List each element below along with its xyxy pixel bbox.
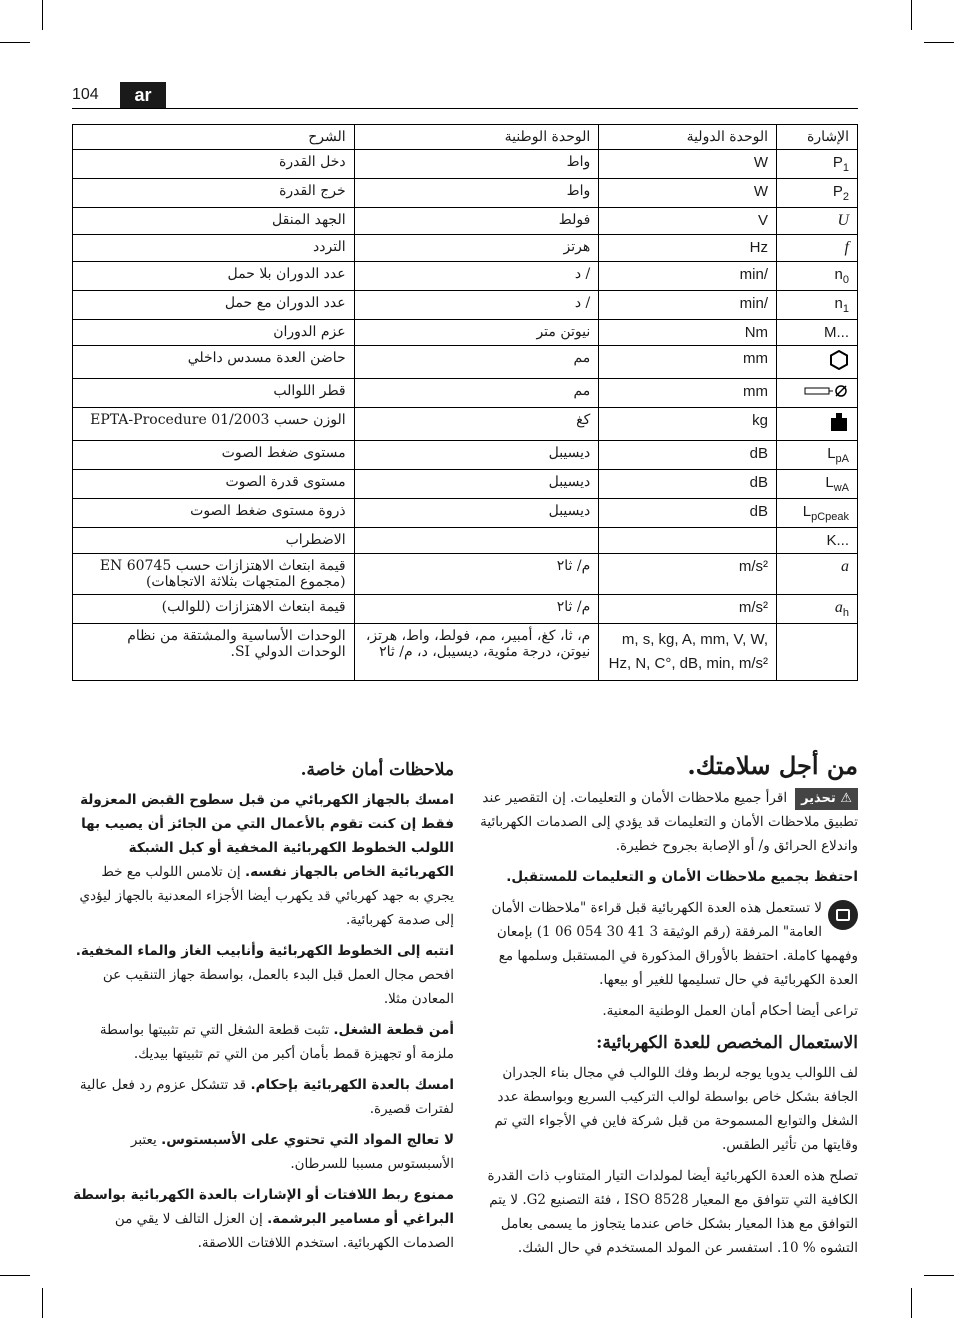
warning-triangle-icon: ⚠ [835,791,852,806]
cell-unit-national: ديسيبل [354,470,599,499]
symbol-text: n [834,295,843,312]
symbol-text: L [825,474,834,491]
cell-unit-national: نيوتن متر [354,320,599,346]
cell-unit-intl: dB [599,470,777,499]
intended-use-paragraph-2: تصلح هذه العدة الكهربائية أيضا لمولدات التيار المتناوب ذات القدرة الكافية التي تتوافق مع المعيار ISO 8528 ، فئة التصنيع G2. لا يتم التوافق مع هذا المعيار بشكل خاص عندما يتجاوز ما يسمى بعامل التشوه % 10. استفسر عن المولد المستخدم في حال الشك. [487,1168,858,1256]
cell-explanation: عدد الدوران مع حمل [73,291,355,320]
special-note [72,1073,454,1121]
cell-unit-national: فولط [354,208,599,235]
cell-explanation: قيمة ابتعاث الاهتزازات حسب EN 60745 (مجموع المتجهات بثلاثة الاتجاهات) [73,554,355,595]
cell-unit-intl: dB [599,441,777,470]
keep-text: لا تستعمل هذه العدة الكهربائية قبل قراءة "ملاحظات الأمان العامة" المرفقة (رقم الوثيقة 3 41 30 054 06 1) بإمعان وفهمها كاملة. احتفظ بالأوراق المذكورة في المستقبل وسلمها مع العدة الكهربائية في حال تسليمها للغير أو بيعها. [491,900,858,988]
cell-explanation: قطر اللوالب [73,379,355,408]
cell-symbol [777,554,858,595]
cell-unit-national: واط [354,179,599,208]
crop-mark [0,42,30,43]
cell-unit-intl: W [599,150,777,179]
cell-unit-intl: Nm [599,320,777,346]
special-note-text: يعتبر الأسبستوس مسببا للسرطان. [130,1132,454,1172]
symbol-subscript: pCpeak [811,511,849,523]
header-unit-intl: الوحدة الدولية [599,125,777,150]
cell-symbol [777,320,858,346]
table-row [73,150,858,179]
cell-unit-intl: m/s² [599,595,777,624]
header-explanation: الشرح [73,125,355,150]
table-row [73,320,858,346]
observe-text: تراعى أيضا أحكام أمان العمل الوطنية المعنية. [602,1003,858,1019]
keep-heading: احتفظ بجميع ملاحظات الأمان و التعليمات للمستقبل. [506,869,858,885]
symbol-text: L [827,445,836,462]
cell-symbol [777,595,858,624]
special-note [72,788,454,932]
cell-unit-national: ديسيبل [354,499,599,528]
symbol-text: U [837,212,849,229]
cell-unit-national: كغ [354,408,599,441]
cell-symbol [777,208,858,235]
cell-unit-intl: mm [599,346,777,379]
warning-badge [795,788,858,810]
page-number: 104 [72,86,99,103]
cell-unit-national: م/ ثا٢ [354,595,599,624]
cell-unit-intl: dB [599,499,777,528]
cell-unit-intl: W [599,179,777,208]
cell-symbol [777,150,858,179]
cell-unit-intl: kg [599,408,777,441]
special-note-text: إن العزل التالف لا يقي من الصدمات الكهربائية. استخدم اللافتات اللاصقة. [114,1211,454,1251]
cell-explanation: قيمة ابتعاث الاهتزازات (للوالب) [73,595,355,624]
symbol-subscript: 1 [842,303,849,315]
warning-badge-label: تحذير [801,791,836,806]
intended-use-heading: الاستعمال المخصص للعدة الكهربائية: [596,1033,858,1053]
spec-table [72,124,858,681]
cell-unit-intl: m/s² [599,554,777,595]
special-note-text: افحص مجال العمل قبل البدء بالعمل، بواسطة جهاز التنقيب عن المعادن مثلا. [102,967,454,1007]
crop-mark [924,42,954,43]
special-note-bold: لا تعالج المواد التي تحتوي على الأسبستوس. [161,1132,454,1148]
table-row [73,528,858,554]
cell-explanation: الاضطراب [73,528,355,554]
table-row [73,441,858,470]
warning-text: اقرأ جميع ملاحظات الأمان و التعليمات. إن التقصير عند تطبيق ملاحظات الأمان و التعليمات قد يؤدي إلى الصدمات الكهربائية واندلاع الحرائق و/ أو الإصابة بجروح خطيرة. [480,790,858,854]
cell-unit-intl [599,528,777,554]
symbol-subscript: 0 [842,274,849,286]
header-unit-national: الوحدة الوطنية [354,125,599,150]
table-row [73,554,858,595]
left-column [72,754,454,1262]
crop-mark [42,1288,43,1318]
cell-explanation: عزم الدوران [73,320,355,346]
cell-symbol [777,262,858,291]
table-row [73,408,858,441]
symbol-subscript: 2 [842,191,849,203]
cell-unit-intl: V [599,208,777,235]
cell-symbol [777,408,858,441]
symbol-subscript: 1 [842,162,849,174]
cell-explanation: خرج القدرة [73,179,355,208]
special-note [72,1183,454,1255]
cell-unit-intl: min/ [599,291,777,320]
special-note [72,1018,454,1066]
table-row [73,624,858,681]
symbol-text: f [844,239,849,256]
special-note-bold: امسك بالجهاز الكهربائي من قبل سطوح القبض المعزولة فقط إن كنت تقوم بالأعمال التي من الجائز أن يصيب بها اللولب الخطوط الكهربائية المخفية أو كبل الشبكة الكهربائية الخاص بالجهاز نفسه. [80,792,454,880]
cell-unit-national [354,528,599,554]
symbol-text: L [802,503,812,520]
weight-icon [829,412,849,432]
cell-symbol [777,499,858,528]
cell-symbol [777,379,858,408]
symbol-text: M... [824,324,849,341]
table-row [73,379,858,408]
table-row [73,179,858,208]
special-note-bold: امسك بالعدة الكهربائية بإحكام. [250,1077,454,1093]
table-row [73,291,858,320]
table-row [73,470,858,499]
special-notes-list [72,788,454,1255]
crop-mark [924,1275,954,1276]
cell-unit-national: م/ ثا٢ [354,554,599,595]
table-row [73,235,858,262]
cell-symbol [777,441,858,470]
cell-explanation: دخل القدرة [73,150,355,179]
cell-unit-intl: Hz [599,235,777,262]
read-manual-icon [828,900,858,930]
language-badge: ar [120,82,166,108]
special-note-text: إن تلامس اللولب مع خط يجري به جهد كهربائي قد يكهرب أيضا الأجزاء المعدنية بالجهاز ليؤدي إلى صدمة كهربائية. [79,864,454,928]
section-title-safety: من أجل سلامتك. [687,751,858,780]
table-row [73,595,858,624]
symbol-subscript: h [842,607,849,619]
cell-unit-national: واط [354,150,599,179]
cell-unit-national: / د [354,262,599,291]
hexagon-icon [829,350,849,370]
special-note [72,939,454,1011]
cell-explanation: مستوى قدرة الصوت [73,470,355,499]
special-note-bold: انتبه إلى الخطوط الكهربائية وأنابيب الغاز والماء المخفية. [75,943,454,959]
cell-symbol [777,291,858,320]
symbol-subscript: wA [833,482,849,494]
special-note-bold: ممنوع ربط اللافتات أو الإشارات بالعدة الكهربائية بواسطة البراغي أو مسامير البرشمة. [73,1187,454,1227]
header-divider [72,108,858,109]
table-header-row [73,125,858,150]
symbol-text: K... [826,532,849,549]
symbol-text: P [832,183,843,200]
keep-paragraph [478,896,858,992]
cell-symbol [777,470,858,499]
intended-use-paragraph-1: لف اللوالب يدويا يوجه لربط وفك اللوالب في مجال بناء الجدران الجافة بشكل خاص بواسطة لوالب التركيب السريع وبواسطة عدد الشغل والتوابع المسموحة من قبل شركة فاين في الأجواء التي تم وقايتها من تأثير الطقس. [494,1065,858,1153]
cell-explanation: حاضن العدة مسدس داخلي [73,346,355,379]
cell-unit-intl: m, s, kg, A, mm, V, W, Hz, N, C°, dB, min, m/s² [599,624,777,681]
symbol-text: a [841,558,849,575]
special-note-text: قد تتشكل عزوم رد فعل عالية لفترات قصيرة. [79,1077,454,1117]
warning-paragraph [478,786,858,858]
symbol-text: a [834,599,843,616]
cell-unit-intl: mm [599,379,777,408]
cell-unit-national: / د [354,291,599,320]
cell-unit-national: م، ثا، كغ، أمبير، مم، فولط، واط، هرتز، نيوتن، درجة مئوية، ديسيبل، د، م/ ثا٢ [354,624,599,681]
drill-diameter-icon [803,383,849,399]
crop-mark [42,0,43,30]
crop-mark [0,1275,30,1276]
symbol-text: n [834,266,843,283]
table-row [73,499,858,528]
table-row [73,346,858,379]
cell-symbol [777,235,858,262]
cell-explanation: الوحدات الأساسية والمشتقة من نظام الوحدات الدولي SI. [73,624,355,681]
symbol-subscript: pA [835,453,849,465]
header-symbol: الإشارة [777,125,858,150]
cell-unit-national: مم [354,379,599,408]
special-note [72,1128,454,1176]
crop-mark [911,0,912,30]
cell-explanation: الجهد المنقل [73,208,355,235]
cell-unit-intl: min/ [599,262,777,291]
symbol-text: P [832,154,843,171]
cell-symbol [777,528,858,554]
cell-unit-national: ديسيبل [354,441,599,470]
special-note-text: تثبت قطعة الشغل التي تم تثبيتها بواسطة ملزمة أو تجهيزة قمط بأمان أكبر من التي تم تثبيتها بيديك. [99,1022,454,1062]
table-row [73,208,858,235]
crop-mark [911,1288,912,1318]
cell-explanation: مستوى ضغط الصوت [73,441,355,470]
table-row [73,262,858,291]
cell-symbol [777,624,858,681]
section-title-special: ملاحظات أمان خاصة. [300,760,454,780]
cell-symbol [777,179,858,208]
cell-unit-national: مم [354,346,599,379]
cell-symbol [777,346,858,379]
special-note-bold: أمن قطعة الشغل. [333,1022,454,1038]
cell-unit-national: هرتز [354,235,599,262]
right-column [478,751,858,1267]
cell-explanation: عدد الدوران بلا حمل [73,262,355,291]
cell-explanation: التردد [73,235,355,262]
cell-explanation: الوزن حسب EPTA-Procedure 01/2003 [73,408,355,441]
cell-explanation: ذروة مستوى ضغط الصوت [73,499,355,528]
